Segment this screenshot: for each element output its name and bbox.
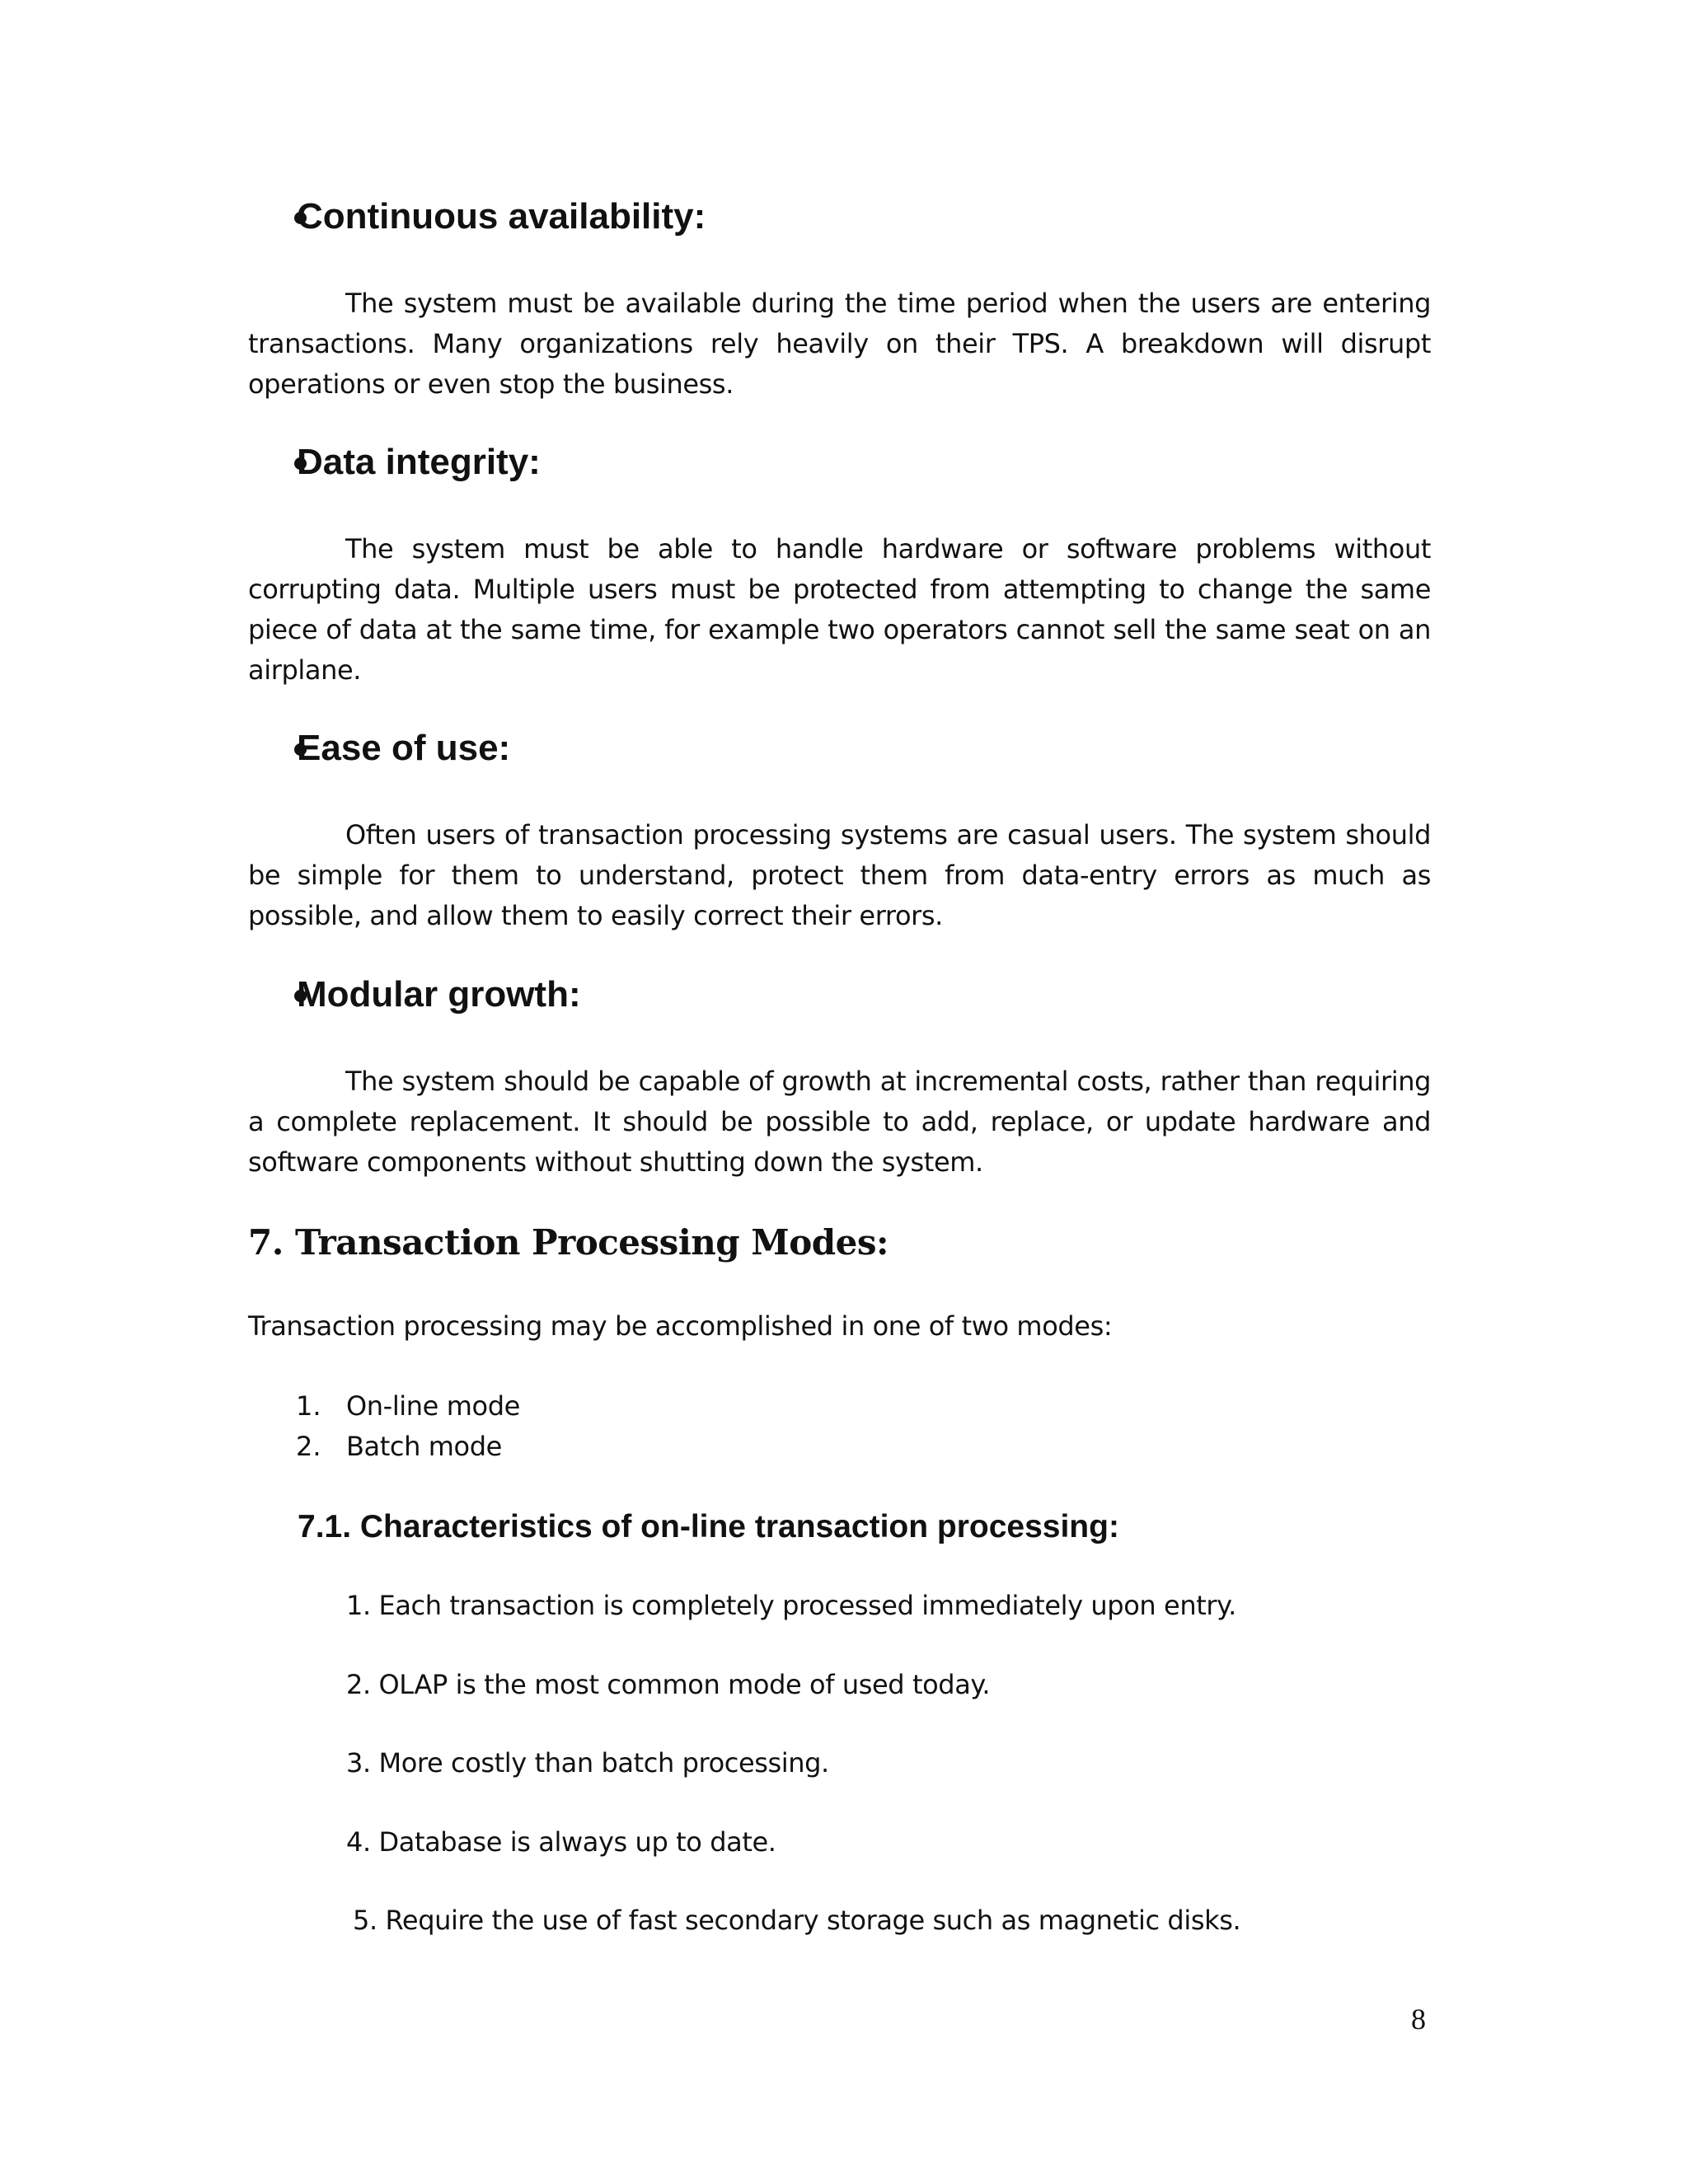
section-body-modular-growth: The system should be capable of growth at incremental costs, rather than requiring a complete replacement. It should be possible to add, replace, or update hardware and software components without shutting down the system. [248, 1066, 1431, 1178]
list-item: 1. Each transaction is completely processed immediately upon entry. [346, 1590, 1236, 1621]
section-body-ease-of-use: Often users of transaction processing systems are casual users. The system should be simple for them to understand, protect them from data-entry errors as much as possible, and allow them to easily correct their errors. [248, 819, 1431, 931]
page-number: 8 [1411, 2003, 1426, 2036]
section-body-continuous-availability: The system must be available during the time period when the users are entering transactions. Many organizations rely heavily on their TPS. A breakdown will disrupt operations or even stop the business. [248, 288, 1431, 400]
section-intro: Transaction processing may be accomplished in one of two modes: [248, 1310, 1113, 1342]
list-number: 1. [296, 1390, 321, 1422]
list-item: 3. More costly than batch processing. [346, 1747, 829, 1779]
list-number: 2. [296, 1431, 321, 1462]
list-item-batch-mode: Batch mode [346, 1431, 502, 1462]
section-heading-data-integrity: Data integrity: [297, 442, 541, 482]
list-item: 4. Database is always up to date. [346, 1826, 776, 1858]
section-heading-continuous-availability: Continuous availability: [297, 196, 706, 237]
list-item-online-mode: On-line mode [346, 1390, 520, 1422]
section-heading-modular-growth: Modular growth: [297, 974, 581, 1015]
list-item: 2. OLAP is the most common mode of used today. [346, 1669, 991, 1700]
subsection-title-online-characteristics: 7.1. Characteristics of on-line transaction processing: [298, 1509, 1119, 1544]
section-body-data-integrity: The system must be able to handle hardware or software problems without corrupting data. Multiple users must be protected from attempting to change the same piece of data at the same time, for example two operators cannot sell the same seat on an airplane. [248, 533, 1431, 686]
section-title-transaction-processing-modes: 7. Transaction Processing Modes: [248, 1222, 889, 1263]
section-heading-ease-of-use: Ease of use: [297, 728, 511, 768]
list-item: 5. Require the use of fast secondary storage such as magnetic disks. [353, 1905, 1241, 1936]
